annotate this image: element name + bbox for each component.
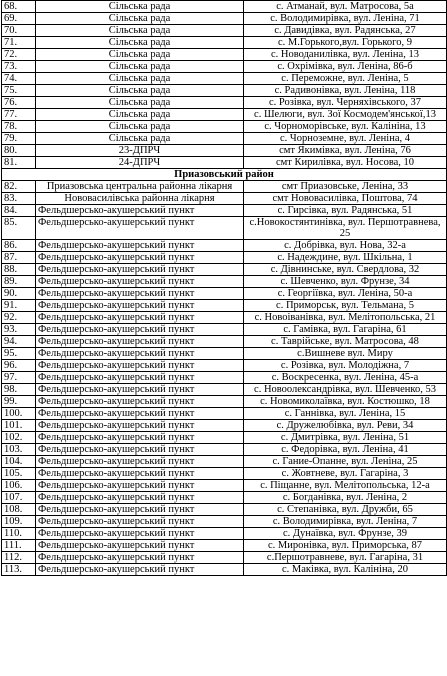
- organization-name: Фельдшерсько-акушерський пункт: [36, 360, 244, 372]
- address-cell: с. Богданівка, вул. Леніна, 2: [244, 492, 447, 504]
- address-cell: с. Дунаївка, вул. Фрунзе, 39: [244, 528, 447, 540]
- address-cell: с.Першотравневе, вул. Гагаріна, 31: [244, 552, 447, 564]
- table-row: [2, 181, 447, 193]
- organization-name: Фельдшерсько-акушерський пункт: [36, 252, 244, 264]
- row-number: 95.: [2, 348, 36, 360]
- row-number: 88.: [2, 264, 36, 276]
- address-cell: с. Гамівка, вул. Гагаріна, 61: [244, 324, 447, 336]
- organization-name: Фельдшерсько-акушерський пункт: [36, 444, 244, 456]
- organization-name: Сільська рада: [36, 109, 244, 121]
- row-number: 72.: [2, 49, 36, 61]
- row-number: 101.: [2, 420, 36, 432]
- table-row: [2, 468, 447, 480]
- row-number: 83.: [2, 193, 36, 205]
- table-row: [2, 217, 447, 240]
- address-cell: с. Дівнинське, вул. Свердлова, 32: [244, 264, 447, 276]
- row-number: 86.: [2, 240, 36, 252]
- table-row: [2, 552, 447, 564]
- table-row: [2, 516, 447, 528]
- address-cell: с. Розівка, вул. Черняхівського, 37: [244, 97, 447, 109]
- table-row: [2, 240, 447, 252]
- organization-name: Фельдшерсько-акушерський пункт: [36, 312, 244, 324]
- address-cell: с. Гание-Опанне, вул. Леніна, 25: [244, 456, 447, 468]
- address-cell: с. Жовтневе, вул. Гагаріна, 3: [244, 468, 447, 480]
- address-cell: с. Дмитрівка, вул. Леніна, 51: [244, 432, 447, 444]
- row-number: 73.: [2, 61, 36, 73]
- organization-name: 24-ДПРЧ: [36, 157, 244, 169]
- table-row: [2, 61, 447, 73]
- organization-name: Сільська рада: [36, 121, 244, 133]
- organization-name: Фельдшерсько-акушерський пункт: [36, 348, 244, 360]
- organization-name: Фельдшерсько-акушерський пункт: [36, 396, 244, 408]
- row-number: 89.: [2, 276, 36, 288]
- address-cell: с. Атманай, вул. Матросова, 5а: [244, 1, 447, 13]
- row-number: 102.: [2, 432, 36, 444]
- row-number: 70.: [2, 25, 36, 37]
- address-cell: смт Кирилівка, вул. Носова, 10: [244, 157, 447, 169]
- table-row: [2, 13, 447, 25]
- address-cell: с. Федорівка, вул. Леніна, 41: [244, 444, 447, 456]
- table-row: [2, 300, 447, 312]
- address-cell: с. Чорноземне, вул. Леніна, 4: [244, 133, 447, 145]
- table-row: [2, 384, 447, 396]
- address-cell: с. Гирсівка, вул. Радянська, 51: [244, 205, 447, 217]
- row-number: 112.: [2, 552, 36, 564]
- organization-name: Фельдшерсько-акушерський пункт: [36, 492, 244, 504]
- table-row: [2, 157, 447, 169]
- row-number: 77.: [2, 109, 36, 121]
- table-row: [2, 85, 447, 97]
- table-row: [2, 145, 447, 157]
- table-row: [2, 444, 447, 456]
- table-row: [2, 360, 447, 372]
- organization-name: Фельдшерсько-акушерський пункт: [36, 480, 244, 492]
- table-row: [2, 432, 447, 444]
- table-row: [2, 276, 447, 288]
- organization-name: Фельдшерсько-акушерський пункт: [36, 336, 244, 348]
- address-cell: смт Приазовське, Леніна, 33: [244, 181, 447, 193]
- row-number: 71.: [2, 37, 36, 49]
- address-table: [1, 0, 447, 576]
- organization-name: Сільська рада: [36, 49, 244, 61]
- table-row: [2, 480, 447, 492]
- address-cell: с. Георгіївка, вул. Леніна, 50-а: [244, 288, 447, 300]
- address-cell: с. Радивонівка, вул. Леніна, 118: [244, 85, 447, 97]
- organization-name: Сільська рада: [36, 85, 244, 97]
- row-number: 109.: [2, 516, 36, 528]
- table-row: [2, 324, 447, 336]
- organization-name: Фельдшерсько-акушерський пункт: [36, 552, 244, 564]
- row-number: 80.: [2, 145, 36, 157]
- table-row: [2, 1, 447, 13]
- row-number: 111.: [2, 540, 36, 552]
- row-number: 85.: [2, 217, 36, 240]
- table-row: [2, 336, 447, 348]
- organization-name: Фельдшерсько-акушерський пункт: [36, 384, 244, 396]
- table-row: [2, 264, 447, 276]
- address-cell: с. Піщанне, вул. Мелітопольська, 12-а: [244, 480, 447, 492]
- address-cell: с. Новоданилівка, вул. Леніна, 13: [244, 49, 447, 61]
- organization-name: Фельдшерсько-акушерський пункт: [36, 528, 244, 540]
- organization-name: Фельдшерсько-акушерський пункт: [36, 240, 244, 252]
- organization-name: Фельдшерсько-акушерський пункт: [36, 408, 244, 420]
- row-number: 98.: [2, 384, 36, 396]
- organization-name: Фельдшерсько-акушерський пункт: [36, 540, 244, 552]
- section-header-row: [2, 169, 447, 181]
- address-cell: с. Надеждине, вул. Шкільна, 1: [244, 252, 447, 264]
- row-number: 91.: [2, 300, 36, 312]
- address-cell: с.Вишневе вул. Миру: [244, 348, 447, 360]
- table-row: [2, 25, 447, 37]
- row-number: 90.: [2, 288, 36, 300]
- address-cell: с. Переможне, вул. Леніна, 5: [244, 73, 447, 85]
- address-cell: с. Охрімівка, вул. Леніна, 86-б: [244, 61, 447, 73]
- table-row: [2, 121, 447, 133]
- row-number: 94.: [2, 336, 36, 348]
- address-cell: с.Новокостянтинівка, вул. Першотравнева, 25: [244, 217, 447, 240]
- address-cell: с. Шевченко, вул. Фрунзе, 34: [244, 276, 447, 288]
- organization-name: Фельдшерсько-акушерський пункт: [36, 564, 244, 576]
- row-number: 104.: [2, 456, 36, 468]
- organization-name: Фельдшерсько-акушерський пункт: [36, 456, 244, 468]
- table-row: [2, 456, 447, 468]
- organization-name: Фельдшерсько-акушерський пункт: [36, 205, 244, 217]
- row-number: 113.: [2, 564, 36, 576]
- row-number: 79.: [2, 133, 36, 145]
- row-number: 75.: [2, 85, 36, 97]
- address-cell: с. Новоолександрівка, вул. Шевченко, 53: [244, 384, 447, 396]
- table-row: [2, 492, 447, 504]
- address-cell: с. Давидівка, вул. Радянська, 27: [244, 25, 447, 37]
- row-number: 107.: [2, 492, 36, 504]
- organization-name: Сільська рада: [36, 73, 244, 85]
- organization-name: Фельдшерсько-акушерський пункт: [36, 516, 244, 528]
- table-row: [2, 396, 447, 408]
- row-number: 76.: [2, 97, 36, 109]
- table-row: [2, 348, 447, 360]
- row-number: 87.: [2, 252, 36, 264]
- address-cell: с. Володимирівка, вул. Леніна, 7: [244, 516, 447, 528]
- address-cell: с. Приморськ, вул. Тельмана, 5: [244, 300, 447, 312]
- organization-name: Сільська рада: [36, 25, 244, 37]
- address-table-body: [2, 1, 447, 576]
- address-cell: с. Шелюги, вул. Зої Космодем'янської,13: [244, 109, 447, 121]
- table-row: [2, 205, 447, 217]
- address-cell: с. Дружелюбівка, вул. Реви, 34: [244, 420, 447, 432]
- table-row: [2, 564, 447, 576]
- row-number: 92.: [2, 312, 36, 324]
- table-row: [2, 97, 447, 109]
- table-row: [2, 540, 447, 552]
- table-row: [2, 408, 447, 420]
- address-cell: с. Чорноморівське, вул. Калініна, 13: [244, 121, 447, 133]
- row-number: 105.: [2, 468, 36, 480]
- organization-name: Фельдшерсько-акушерський пункт: [36, 217, 244, 240]
- row-number: 108.: [2, 504, 36, 516]
- organization-name: Сільська рада: [36, 13, 244, 25]
- organization-name: Сільська рада: [36, 97, 244, 109]
- organization-name: Фельдшерсько-акушерський пункт: [36, 432, 244, 444]
- organization-name: Фельдшерсько-акушерський пункт: [36, 468, 244, 480]
- row-number: 96.: [2, 360, 36, 372]
- section-title: Приазовський район: [2, 169, 447, 181]
- organization-name: Приазовська центральна районна лікарня: [36, 181, 244, 193]
- organization-name: Фельдшерсько-акушерський пункт: [36, 372, 244, 384]
- row-number: 82.: [2, 181, 36, 193]
- table-row: [2, 528, 447, 540]
- table-row: [2, 420, 447, 432]
- organization-name: Сільська рада: [36, 61, 244, 73]
- address-cell: с. Миронівка, вул. Приморська, 87: [244, 540, 447, 552]
- address-cell: с. Воскресенка, вул. Леніна, 45-а: [244, 372, 447, 384]
- address-cell: с. Новоіванівка, вул. Мелітопольська, 21: [244, 312, 447, 324]
- organization-name: Фельдшерсько-акушерський пункт: [36, 276, 244, 288]
- address-cell: смт Нововасилівка, Поштова, 74: [244, 193, 447, 205]
- row-number: 103.: [2, 444, 36, 456]
- table-row: [2, 109, 447, 121]
- table-row: [2, 312, 447, 324]
- row-number: 93.: [2, 324, 36, 336]
- address-cell: с. Добрівка, вул. Нова, 32-а: [244, 240, 447, 252]
- address-cell: смт Якимівка, вул. Леніна, 76: [244, 145, 447, 157]
- organization-name: Фельдшерсько-акушерський пункт: [36, 288, 244, 300]
- address-cell: с. Розівка, вул. Молодіжна, 7: [244, 360, 447, 372]
- organization-name: Сільська рада: [36, 37, 244, 49]
- address-cell: с. Ганнівка, вул. Леніна, 15: [244, 408, 447, 420]
- row-number: 100.: [2, 408, 36, 420]
- organization-name: Фельдшерсько-акушерський пункт: [36, 324, 244, 336]
- table-row: [2, 372, 447, 384]
- row-number: 69.: [2, 13, 36, 25]
- row-number: 84.: [2, 205, 36, 217]
- row-number: 106.: [2, 480, 36, 492]
- table-row: [2, 252, 447, 264]
- organization-name: Сільська рада: [36, 1, 244, 13]
- row-number: 81.: [2, 157, 36, 169]
- row-number: 97.: [2, 372, 36, 384]
- table-row: [2, 504, 447, 516]
- address-cell: с. М.Горького,вул. Горького, 9: [244, 37, 447, 49]
- address-cell: с. Таврійське, вул. Матросова, 48: [244, 336, 447, 348]
- row-number: 99.: [2, 396, 36, 408]
- organization-name: Фельдшерсько-акушерський пункт: [36, 504, 244, 516]
- row-number: 78.: [2, 121, 36, 133]
- table-row: [2, 193, 447, 205]
- row-number: 110.: [2, 528, 36, 540]
- organization-name: Сільська рада: [36, 133, 244, 145]
- table-row: [2, 73, 447, 85]
- table-row: [2, 37, 447, 49]
- address-cell: с. Новомиколаївка, вул. Костюшко, 18: [244, 396, 447, 408]
- organization-name: Фельдшерсько-акушерський пункт: [36, 264, 244, 276]
- table-row: [2, 288, 447, 300]
- table-row: [2, 49, 447, 61]
- organization-name: Фельдшерсько-акушерський пункт: [36, 300, 244, 312]
- table-row: [2, 133, 447, 145]
- row-number: 68.: [2, 1, 36, 13]
- address-cell: с. Степанівка, вул. Дружби, 65: [244, 504, 447, 516]
- address-cell: с. Маківка, вул. Калініна, 20: [244, 564, 447, 576]
- row-number: 74.: [2, 73, 36, 85]
- organization-name: Фельдшерсько-акушерський пункт: [36, 420, 244, 432]
- organization-name: Нововасилівська районна лікарня: [36, 193, 244, 205]
- address-cell: с. Володимирівка, вул. Леніна, 71: [244, 13, 447, 25]
- organization-name: 23-ДПРЧ: [36, 145, 244, 157]
